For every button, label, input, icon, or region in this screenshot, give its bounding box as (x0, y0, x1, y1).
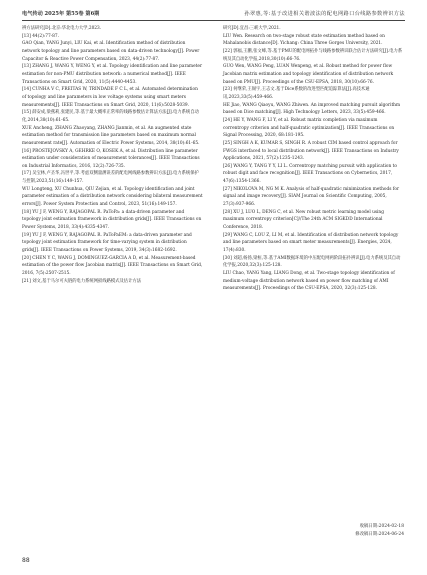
reference-entry (223, 86, 404, 101)
reference-number: [21] (22, 278, 31, 284)
reference-number: [18] (22, 209, 31, 215)
reference-text: 薛安成,梁燕莉,张建民,等.基于最大概率正常率的线路参数估计算法方法[J].电力系统自动化,2014,38(10):61-65. (22, 110, 199, 123)
reference-text: HE Y, WANG F, LI Y, et al. Robust matrix completion via maximum correntropy criterion and half-quadratic optimization[J]. IEEE Transactions on Signal Processing, 2020, 68:181-195. (223, 117, 395, 139)
reference-entry (223, 209, 404, 232)
reference-entry (223, 255, 404, 270)
continued-reference-cn: 研究[D].宜昌:三峡大学,2021. (223, 26, 281, 31)
reference-entry (22, 278, 203, 286)
reference-entry (22, 186, 203, 209)
reference-text: GUO Wen, WANG Peng, LUAN Wenpeng, et al. Robust method for power flow Jacobian matrix estimation and topology identification of distribution network based on PMU[J]. Proceedings of the CSU-EPSA, 2018, 30(10):66-76. (223, 64, 394, 85)
reference-text: 何继荣,王锡宇,王志文.基于Dice系数的改进型匹配追踪算法[J].高技术通讯,2023,33(5):459-466. (223, 87, 370, 100)
reference-text: SINGH A K, KUMAR S, SINGH R. A robust CIM based control approach for FWGS interfaced to local distribution network[J]. IEEE Transactions on Industry Applications, 2021, 57(2):1235-1243. (223, 140, 399, 162)
reference-text: 刘超,杨扬,梁桓,等.基于AMI数据环境的中压配电网两阶段拓扑辨识[J].电力系统及其自动化学报,2020,32(3):125-128. (223, 255, 401, 269)
revised-date: 修改稿日期:2024-06-24 (355, 532, 404, 537)
reference-number: [23] (223, 87, 232, 93)
reference-entry (223, 140, 404, 163)
reference-number: [24] (223, 117, 232, 123)
reference-text: WANG Y, TANG Y Y, LI L. Correntropy matching pursuit with application to robust digit and face recognition[J]. IEEE Transactions on Cybernetics, 2017, 47(6):1354-1366. (223, 163, 397, 185)
reference-number: [17] (22, 171, 31, 177)
reference-text: 郭福,王鹏,张文峰,等.基于PMU的配电网拓扑与线路参数辨识联合估计方法研究[J].电力系统及其自动化学报,2018,30(10):66-76. (223, 48, 403, 62)
reference-entry (22, 63, 203, 86)
reference-entry (22, 209, 203, 232)
reference-text: XUE Ancheng, ZHANG Zhaoyang, ZHANG Jianmin, et al. An augmented state estimation method for transmission line parameters based on maximum normal measurement rate[J]. Automation of Electric Power Systems, 2014, 38(10):61-65. (22, 125, 200, 146)
reference-entry (223, 117, 404, 140)
reference-entry (22, 232, 203, 255)
reference-entry (223, 63, 404, 86)
reference-number: [19] (22, 232, 31, 238)
reference-entry (22, 170, 203, 185)
reference-entry (22, 255, 203, 278)
reference-entry (22, 109, 203, 124)
journal-info: 电气传动 2025年 第55卷 第6期 (22, 11, 100, 17)
reference-entry (22, 40, 203, 63)
reference-text: 44(2):77-87. (32, 33, 59, 39)
reference-text: PROSTEJOVSKY A, GEHRKE O, KOSEK A, et al. Distribution line parameter estimation under consideration of measurement tolerances[J]. IEEE Transactions on Industrial Informatics, 2016, 12(2):726-735. (22, 148, 200, 169)
reference-entry (223, 163, 404, 186)
article-info: 孙翠惠,等:基于改进相关谐波法的配电网路口台线路参数辨识方法 (244, 11, 405, 17)
reference-text: 刘文,基于马尔可夫链的电力系统网损线路模式及估计方法 (32, 278, 141, 284)
reference-number: [15] (22, 110, 31, 116)
reference-text: LIU Chao, YANG Yang, LIANG Dong, et al. Two-stage topology identification of medium-voltage distribution network based on power flow matching of AMI measurements[J]. Proceedings of the CSU-EPSA, 2020, 32(3):125-128. (223, 271, 395, 292)
header-rule (22, 20, 405, 21)
running-header (22, 8, 405, 20)
received-date: 收稿日期:2024-02-18 (359, 524, 404, 529)
reference-text: YU J F, WENG Y, RAJAGOPAL R. PaToPa: a data-driven parameter and topology joint estimation framework in distribution grids[J]. IEEE Transactions on Power Systems, 2018, 33(4):4335-4347. (22, 209, 202, 231)
reference-number: [14] (22, 87, 31, 93)
reference-number: [28] (223, 209, 232, 215)
reference-text: NIKOLOVA M, NG M K. Analysis of half-quadratic minimization methods for signal and image recovery[J]. SIAM Journal on Scientific Computing, 2005, 27(3):937-966. (223, 186, 400, 208)
references-right-column (223, 25, 404, 293)
page-number: 88 (22, 557, 30, 564)
reference-number: [13] (22, 64, 31, 70)
continued-reference: 辨方法研究[D].北京:华北电力大学,2023. (22, 26, 102, 31)
reference-text: WU Longteng, XU Chunhua, QIU Zejian, et al. Topology identification and joint parameter estimation of a distribution network considering bilateral measurement errors[J]. Power System Protection and Control, 2023, 51(16):149-157. (22, 186, 203, 208)
reference-entry (22, 125, 203, 148)
references-left-column (22, 25, 203, 285)
reference-entry (22, 33, 203, 41)
manuscript-dates (223, 523, 404, 539)
reference-text: CHEN Y C, WANG J, DOMINGUEZ-GARCIA A D, et al. Measurement-based estimation of the power flow Jacobian matrix[J]. IEEE Transactions on Smart Grid, 2016, 7(5):2507-2515. (22, 255, 203, 276)
reference-number: [20] (22, 255, 31, 261)
reference-number: [16] (22, 148, 31, 154)
reference-number: [30] (223, 255, 232, 261)
right-reference-list (223, 48, 404, 293)
reference-entry (22, 86, 203, 109)
reference-text: XU J, LUO L, DENG C, et al. New robust metric learning model using maximum correntropy criterion[C]//The 24th ACM SIGKDD International Conference, 2018. (223, 209, 384, 231)
reference-entry (223, 48, 404, 63)
continued-reference-en: LIU Wen. Research on two-stage robust state estimation method based on Mahalanobis distance[D]. Yichang: China Three Gorges University, 2021. (223, 33, 385, 47)
reference-number: [13] (22, 33, 31, 39)
reference-number: [29] (223, 232, 232, 238)
reference-number: [22] (223, 48, 232, 54)
reference-text: ZHANG J, WANG Y, WENG Y, et al. Topology identification and line parameter estimation for non-PMU distribution network: a numerical method[J]. IEEE Transactions on Smart Grid, 2020, 11(5):4440-4453. (22, 64, 202, 85)
reference-number: [27] (223, 186, 232, 192)
reference-entry (223, 186, 404, 209)
reference-number: [26] (223, 163, 232, 169)
reference-text: WANG C, LOU Z, LI M, et al. Identification of distribution network topology and line parameters based on smart meter measurements[J]. Energies, 2024, 17(4):830. (223, 232, 399, 254)
reference-text: HE Jiao, WANG Qiaoyu, WANG Zhiwen. An improved matching pursuit algorithm based on Dice matching[J]. High Technology Letters, 2023, 33(5):459-466. (223, 102, 401, 116)
reference-text: 吴宝林,卢圣华,冯世平,等.考虑双侧量测误差的配电网线路参数辨识方法[J].电力系统保护与控制,2023,51(16):149-157. (22, 171, 199, 185)
reference-entry (22, 148, 203, 171)
left-reference-list (22, 33, 203, 286)
reference-number: [25] (223, 140, 232, 146)
reference-text: YU J F, WENG Y, RAJAGOPAL R. PaToPaEM: a data-driven parameter and topology joint estimation framework for time-varying system in distribution grids[J]. IEEE Transactions on Power Systems, 2019, 34(3):1682-1692. (22, 232, 192, 254)
reference-entry (223, 102, 404, 117)
reference-text: GAO Qian, YANG Junyi, LIU Kai, et al. Identification method of distribution network topology and line parameters based on data-driven technology[J]. Power Capacitor & Reactive Power Compensation, 2023, 44(2):77-87. (22, 41, 200, 62)
reference-entry (223, 270, 404, 293)
reference-entry (223, 232, 404, 255)
reference-text: CUNHA V C, FREITAS W, TRINDADE F C L, et al. Automated determination of topology and line parameters in low voltage systems using smart meters measurements[J]. IEEE Transactions on Smart Grid, 2020, 11(6):5028-5039. (22, 87, 198, 108)
